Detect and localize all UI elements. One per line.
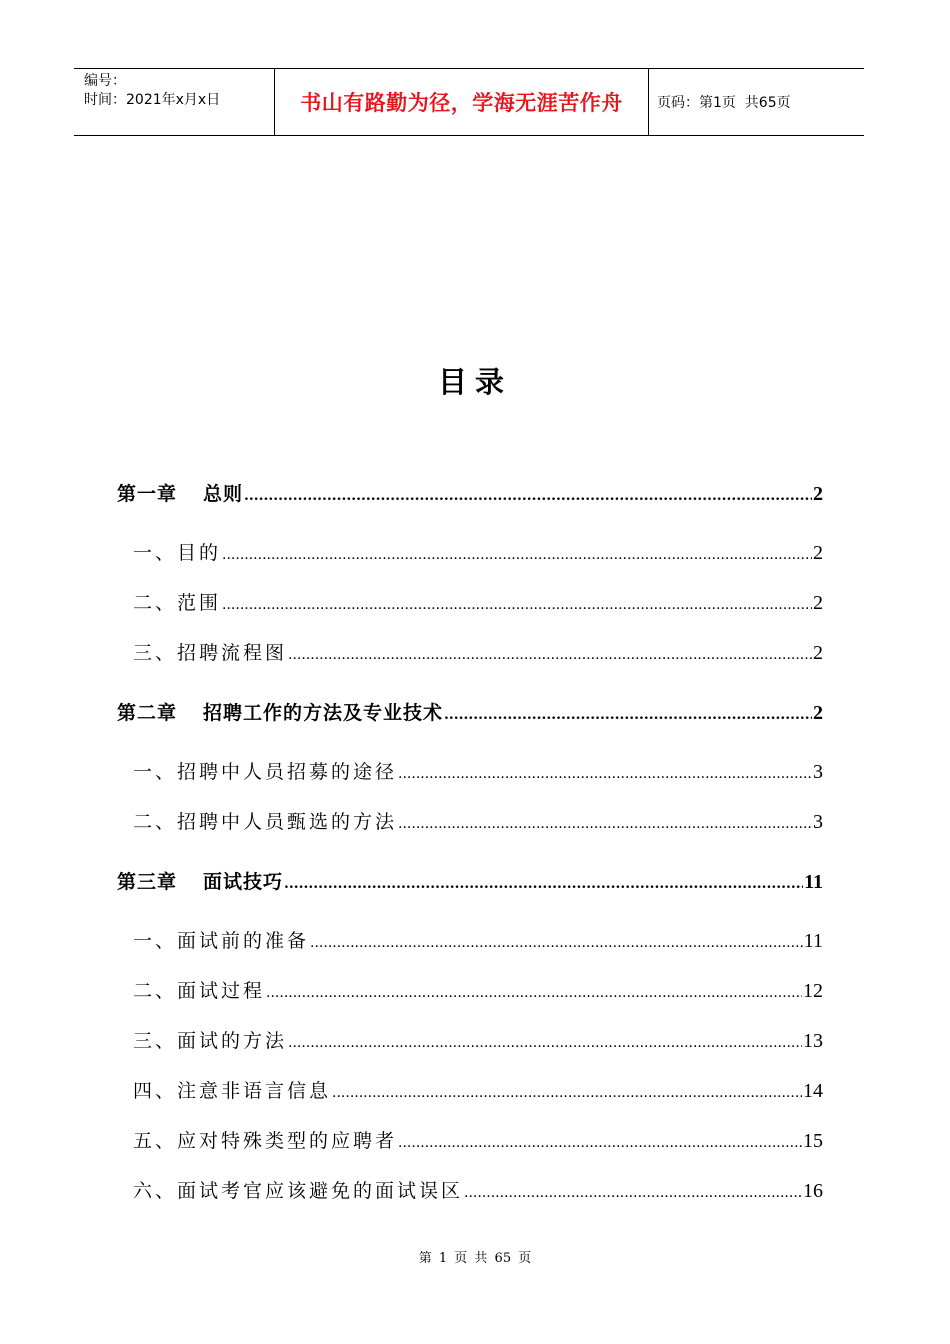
toc-entry-label: 四、注意非语言信息 (133, 1080, 332, 1102)
header-meta (74, 69, 275, 135)
toc-entry[interactable] (133, 588, 823, 615)
page-footer: 第 1 页 共 65 页 (418, 1251, 532, 1266)
toc-entry-label: 一、招聘中人员招募的途径 (133, 761, 398, 783)
toc-leader-dots (288, 1030, 802, 1052)
toc-leader-dots (398, 811, 812, 833)
page-header (74, 68, 864, 136)
toc-entry-label: 三、招聘流程图 (133, 642, 288, 664)
toc-leader-dots (222, 592, 812, 614)
toc-leader-dots (266, 980, 802, 1002)
toc-entry[interactable] (133, 976, 823, 1003)
toc-leader-dots (284, 871, 803, 893)
toc-page-number: 14 (803, 1080, 823, 1102)
toc-entry[interactable] (133, 538, 823, 565)
toc-page-number: 2 (813, 542, 823, 564)
toc-page-number: 3 (813, 761, 823, 783)
toc-entry-label: 三、面试的方法 (133, 1030, 288, 1052)
toc-leader-dots (310, 930, 803, 952)
toc-page-number: 13 (803, 1030, 823, 1052)
toc-entry-label: 一、面试前的准备 (133, 930, 310, 952)
toc-entry-label: 第一章 总则 (117, 483, 244, 505)
toc-leader-dots (288, 642, 812, 664)
document-time-label: 时间：2021年x月x日 (84, 92, 221, 108)
toc-page-number: 2 (813, 702, 823, 724)
toc-page-number: 2 (813, 592, 823, 614)
toc-leader-dots (444, 702, 812, 724)
toc-entry[interactable] (133, 1176, 823, 1203)
toc-page-number: 2 (813, 483, 823, 505)
toc-page-number: 15 (803, 1130, 823, 1152)
toc-entry-label: 二、面试过程 (133, 980, 266, 1002)
toc-leader-dots (464, 1180, 802, 1202)
toc-entry[interactable] (133, 1076, 823, 1103)
toc-entry[interactable] (133, 807, 823, 834)
toc-entry-label: 第三章 面试技巧 (117, 871, 284, 893)
toc-page-number: 12 (803, 980, 823, 1002)
toc-page-number: 11 (804, 871, 823, 893)
toc-leader-dots (332, 1080, 802, 1102)
toc-page-number: 3 (813, 811, 823, 833)
toc-entry-label: 六、面试考官应该避免的面试误区 (133, 1180, 464, 1202)
toc-page-number: 2 (813, 642, 823, 664)
document-number-label: 编号： (84, 73, 126, 89)
toc-entry[interactable] (133, 926, 823, 953)
toc-leader-dots (398, 761, 812, 783)
toc-entry[interactable] (133, 1026, 823, 1053)
header-motto: 书山有路勤为径，学海无涯苦作舟 (275, 69, 649, 135)
toc-chapter-2[interactable] (117, 698, 823, 725)
toc-chapter-3[interactable] (117, 867, 823, 894)
toc-leader-dots (222, 542, 812, 564)
header-page-info (649, 69, 864, 135)
toc-entry[interactable] (133, 1126, 823, 1153)
toc-leader-dots (244, 483, 812, 505)
toc-entry-label: 二、范围 (133, 592, 222, 614)
toc-entry-label: 五、应对特殊类型的应聘者 (133, 1130, 398, 1152)
header-page-info-text: 页码：第1页 共65页 (657, 95, 791, 111)
toc-entry-label: 第二章 招聘工作的方法及专业技术 (117, 702, 444, 724)
toc-entry-label: 一、目的 (133, 542, 222, 564)
toc-entry[interactable] (133, 638, 823, 665)
toc-leader-dots (398, 1130, 802, 1152)
toc-title: 目录 (437, 365, 512, 399)
toc-chapter-1[interactable] (117, 479, 823, 506)
toc-page-number: 11 (803, 930, 823, 952)
toc-entry-label: 二、招聘中人员甄选的方法 (133, 811, 398, 833)
toc-entry[interactable] (133, 757, 823, 784)
toc-page-number: 16 (803, 1180, 823, 1202)
